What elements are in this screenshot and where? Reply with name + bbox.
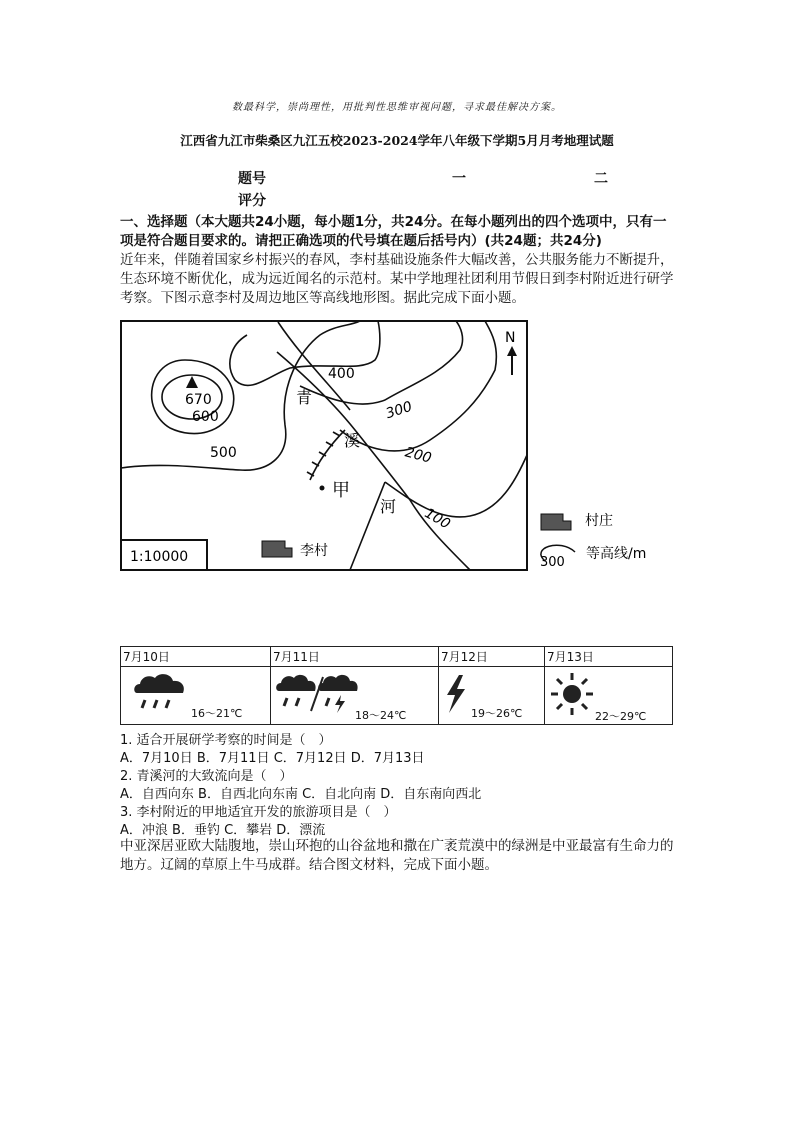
- weather-date: 7月11日: [273, 650, 320, 664]
- contour-label-600: 600: [192, 409, 219, 425]
- weather-cell: [439, 647, 545, 724]
- contour-label-500: 500: [210, 445, 237, 461]
- lightning-icon: [443, 673, 469, 715]
- peak-triangle-icon: [186, 376, 198, 388]
- weather-cell: [121, 647, 271, 724]
- contour-label-100: 100: [421, 505, 453, 533]
- score-col-1: 一: [452, 171, 466, 187]
- sun-icon: [549, 671, 595, 717]
- score-row-label-score: 评分: [238, 193, 266, 209]
- section-heading: 一、选择题（本大题共24小题，每小题1分，共24分。在每小题列出的四个选项中，只有一项是符合题目要求的。请把正确选项的代号填在题后括号内）(共24题；共24分): [120, 214, 667, 249]
- point-jia-dot: [320, 486, 325, 491]
- weather-cell: [271, 647, 439, 724]
- weather-temp: 19～26℃: [471, 707, 523, 720]
- map-frame: [121, 321, 527, 570]
- contour-label-400: 400: [328, 366, 355, 382]
- rain-cloud-icon: [131, 671, 191, 717]
- weather-temp: 16～21℃: [191, 707, 243, 720]
- contour-300: [300, 321, 463, 404]
- exam-title: 江西省九江市柴桑区九江五校2023-2024学年八年级下学期5月月考地理试题: [180, 133, 614, 148]
- river-line: [277, 352, 470, 570]
- contour-label-300: 300: [383, 398, 415, 423]
- question-3-options: A．冲浪 B．垂钓 C．攀岩 D．漂流: [120, 823, 326, 838]
- score-col-2: 二: [594, 171, 608, 187]
- contour-100-west: [350, 482, 385, 570]
- thunder-rain-icon: [275, 671, 361, 717]
- question-1-options: A．7月10日 B．7月11日 C．7月12日 D．7月13日: [120, 751, 425, 766]
- village-label: 李村: [300, 543, 328, 559]
- weather-date: 7月13日: [547, 650, 594, 664]
- river-label-xi: 溪: [344, 431, 361, 450]
- contour-200: [340, 321, 496, 451]
- point-jia-label: 甲: [332, 480, 350, 501]
- scale-label: 1:10000: [130, 549, 189, 565]
- question-2-options: A．自西向东 B．自西北向东南 C．自北向南 D．自东南向西北: [120, 787, 482, 802]
- river-label-qing: 青: [296, 388, 313, 407]
- legend-village-icon: [541, 514, 571, 530]
- contour-100: [385, 455, 527, 517]
- weather-table: [120, 646, 673, 725]
- question-2-stem: 2. 青溪河的大致流向是（ ）: [120, 769, 293, 784]
- weather-cell: [545, 647, 672, 724]
- village-symbol-icon: [262, 541, 292, 557]
- weather-temp: 18～24℃: [355, 709, 407, 722]
- cliff-line: [310, 430, 345, 480]
- section-intro: 近年来，伴随着国家乡村振兴的春风，李村基础设施条件大幅改善，公共服务能力不断提升，生态环境不断优化，成为远近闻名的示范村。某中学地理社团利用节假日到李村附近进行研学考察。下图示意李村及周边地区等高线地形图。据此完成下面小题。: [120, 252, 674, 306]
- score-row-label-number: 题号: [238, 171, 266, 187]
- question-1-stem: 1. 适合开展研学考察的时间是（ ）: [120, 733, 332, 748]
- cliff-hatch: [307, 432, 340, 476]
- weather-date: 7月10日: [123, 650, 170, 664]
- peak-elevation-label: 670: [185, 392, 212, 408]
- question-3-stem: 3. 李村附近的甲地适宜开发的旅游项目是（ ）: [120, 805, 397, 820]
- legend-village-label: 村庄: [585, 513, 613, 529]
- contour-label-200: 200: [403, 444, 434, 467]
- river-label-he: 河: [380, 497, 397, 516]
- legend-contour-label: 等高线/m: [586, 546, 647, 562]
- legend-contour-sample: 300: [540, 555, 565, 570]
- header-motto: 数最科学，崇尚理性，用批判性思维审视问题，寻求最佳解决方案。: [232, 102, 562, 113]
- weather-temp: 22～29℃: [595, 710, 647, 723]
- weather-date: 7月12日: [441, 650, 488, 664]
- north-label: N: [505, 330, 516, 346]
- passage-2: 中亚深居亚欧大陆腹地，崇山环抱的山谷盆地和撒在广袤荒漠中的绿洲是中亚最富有生命力的地方。辽阔的草原上牛马成群。结合图文材料，完成下面小题。: [120, 838, 674, 873]
